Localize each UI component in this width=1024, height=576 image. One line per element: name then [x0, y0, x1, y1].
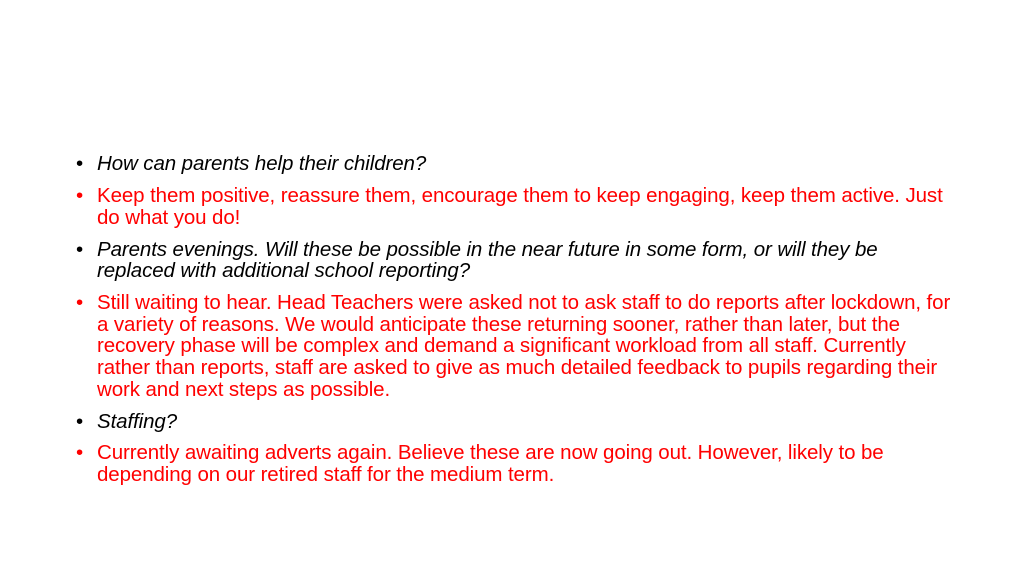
bullet-question-staffing	[76, 411, 956, 433]
bullet-text: • Keep them positive, reassure them, encourage them to keep engaging, keep them active. Just do what you do!	[97, 183, 943, 229]
bullet-answer-parents-help	[76, 185, 956, 228]
bullet-question-parents-help	[76, 153, 956, 175]
bullet-question-parents-evenings	[76, 239, 956, 282]
bullet-answer-parents-evenings	[76, 292, 956, 400]
bullet-text: • How can parents help their children?	[97, 152, 427, 175]
bullet-answer-staffing	[76, 442, 956, 485]
bullet-text: • Parents evenings. Will these be possible in the near future in some form, or will they be replaced with additional school reporting?	[97, 237, 878, 283]
bullet-text: • Staffing?	[97, 409, 178, 433]
bullet-text: • Currently awaiting adverts again. Believe these are now going out. However, likely to be depending on our retired staff for the medium term.	[97, 441, 884, 487]
bullet-text: • Still waiting to hear. Head Teachers were asked not to ask staff to do reports after lockdown, for a variety of reasons. We would anticipate these returning sooner, rather than later, but the recovery phase will be complex and demand a significant workload from all staff. Currently rather than reports, staff are asked to give as much detailed feedback to pupils regarding their work and next steps as possible.	[97, 291, 951, 401]
bullet-list	[76, 153, 956, 496]
